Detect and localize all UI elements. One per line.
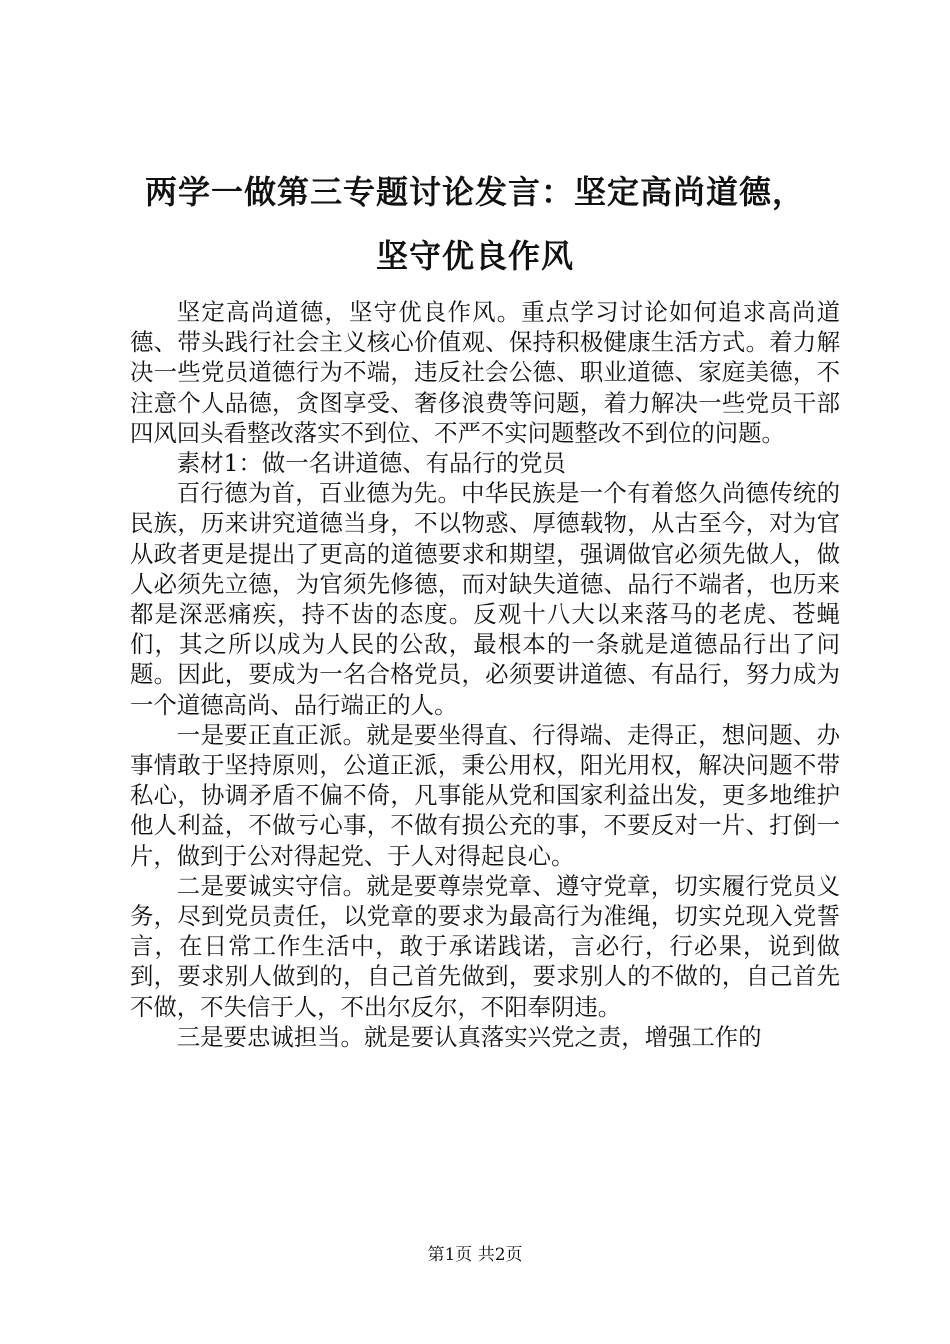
paragraph-point-one: 一是要正直正派。就是要坐得直、行得端、走得正，想问题、办事情敢于坚持原则，公道正派，秉公用权，阳光用权，解决问题不带私心，协调矛盾不偏不倚，凡事能从党和国家利益出发，更多地维护他人利益，不做亏心事，不做有损公充的事，不要反对一片、打倒一片，做到于公对得起党、于人对得起良心。 bbox=[130, 720, 840, 870]
title-line-2: 坚守优良作风 bbox=[375, 237, 574, 275]
paragraph-point-two: 二是要诚实守信。就是要尊崇党章、遵守党章，切实履行党员义务，尽到党员责任，以党章的要求为最高行为准绳，切实兑现入党誓言，在日常工作生活中，敢于承诺践诺，言必行，行必果，说到做到，要求别人做到的，自己首先做到，要求别人的不做的，自己首先不做，不失信于人，不出尔反尔，不阳奉阴违。 bbox=[130, 871, 840, 1021]
title-line-1: 两学一做第三专题讨论发言：坚定高尚道德， bbox=[144, 173, 805, 211]
paragraph-point-three: 三是要忠诚担当。就是要认真落实兴党之责，增强工作的 bbox=[176, 1022, 762, 1051]
paragraph-virtue: 百行德为首，百业德为先。中华民族是一个有着悠久尚德传统的民族，历来讲究道德当身，不以物惑、厚德载物，从古至今，对为官从政者更是提出了更高的道德要求和期望，强调做官必须先做人，做人必须先立德，为官须先修德，而对缺失道德、品行不端者，也历来都是深恶痛疾，持不齿的态度。反观十八大以来落马的老虎、苍蝇们，其之所以成为人民的公敌，最根本的一条就是道德品行出了问题。因此，要成为一名合格党员，必须要讲道德、有品行，努力成为一个道德高尚、品行端正的人。 bbox=[130, 479, 840, 719]
document-title bbox=[110, 160, 840, 288]
paragraph-material-heading: 素材1：做一名讲道德、有品行的党员 bbox=[176, 449, 566, 478]
document-body bbox=[130, 297, 840, 1052]
paragraph-intro: 坚定高尚道德，坚守优良作风。重点学习讨论如何追求高尚道德、带头践行社会主义核心价值观、保持积极健康生活方式。着力解决一些党员道德行为不端，违反社会公德、职业道德、家庭美德，不注意个人品德，贪图享受、奢侈浪费等问题，着力解决一些党员干部四风回头看整改落实不到位、不严不实问题整改不到位的问题。 bbox=[130, 298, 840, 447]
page-footer: 第1页 共2页 bbox=[427, 1245, 523, 1265]
